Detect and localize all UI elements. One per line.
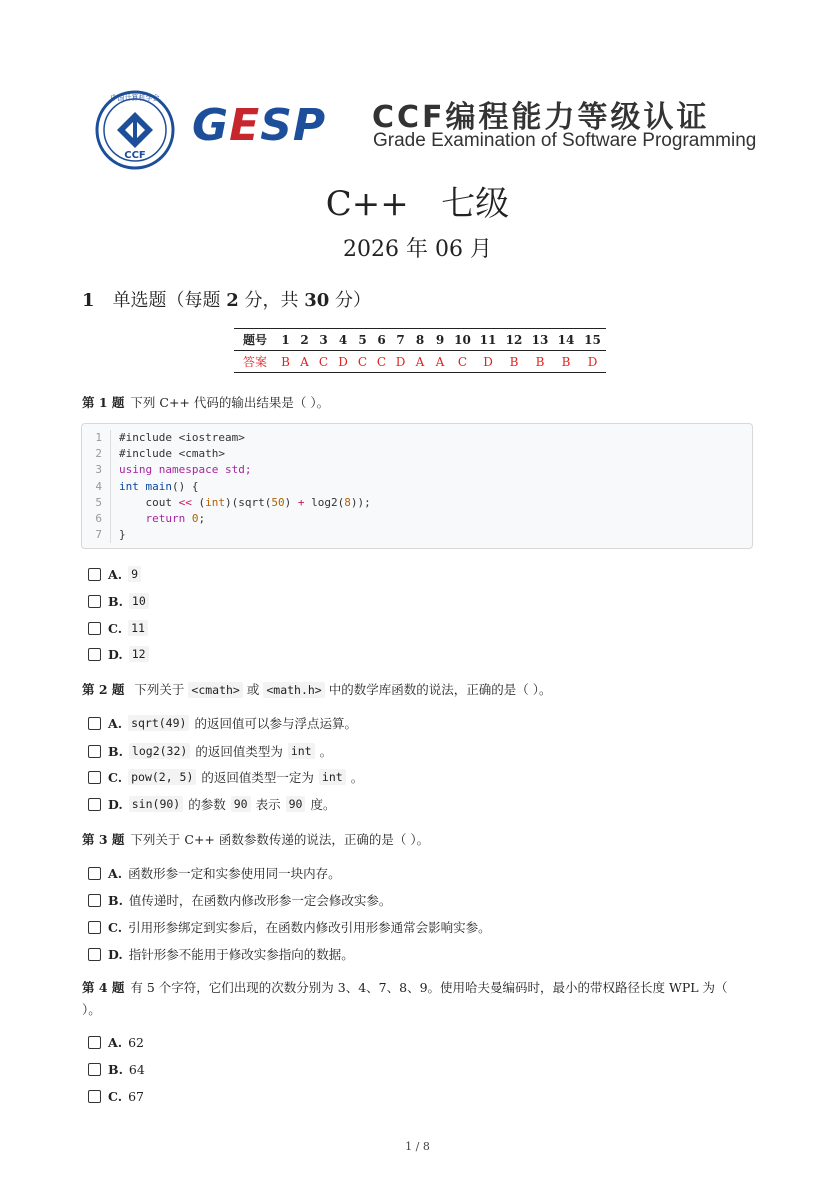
code-token: return: [145, 511, 186, 525]
section-text: 单选题（每题: [112, 290, 227, 311]
option-text: 64: [128, 1062, 145, 1077]
ccf-logo-bottom-text: CCF: [124, 150, 146, 161]
ccf-logo-top-text: 中国计算机学会: [110, 94, 160, 102]
answer-value: B: [276, 351, 295, 373]
code-token: main: [145, 479, 172, 493]
option-text: 表示: [255, 797, 281, 812]
answer-value: B: [527, 351, 553, 373]
doc-date: 2026 年 06 月: [343, 237, 492, 262]
option-letter: B.: [108, 892, 123, 908]
option-q4-0[interactable]: [88, 1035, 144, 1050]
checkbox-icon[interactable]: [88, 595, 101, 608]
option-letter: A.: [108, 715, 123, 731]
code-text: [111, 527, 126, 543]
option-letter: A.: [108, 1035, 123, 1050]
code-token: [185, 512, 192, 525]
answer-number: 3: [314, 329, 333, 351]
question-4: [82, 978, 728, 996]
inline-code: int: [288, 743, 315, 759]
answer-value: A: [430, 351, 450, 373]
answer-number: 10: [450, 329, 475, 351]
answer-value: C: [372, 351, 391, 373]
code-token: 50: [271, 495, 285, 509]
code-block: [81, 423, 753, 549]
code-text: [111, 446, 225, 462]
option-letter: C.: [108, 620, 123, 636]
code-token: #include <iostream>: [119, 431, 245, 444]
answer-value: A: [410, 351, 430, 373]
code-token: ;: [198, 511, 206, 525]
inline-code: int: [319, 769, 346, 785]
answer-number: 14: [553, 329, 579, 351]
gesp-g: G: [192, 100, 230, 151]
option-letter: A.: [108, 566, 123, 582]
code-line: [82, 495, 371, 511]
code-text: [111, 430, 245, 446]
checkbox-icon[interactable]: [88, 622, 101, 635]
option-q3-1[interactable]: [88, 891, 391, 909]
checkbox-icon[interactable]: [88, 771, 101, 784]
code-line: [82, 527, 371, 543]
question-label: 第 1 题: [82, 395, 125, 410]
section-points: 2: [226, 290, 239, 311]
code-token: ));: [350, 495, 371, 509]
cert-title: CCF编程能力等级认证: [372, 100, 710, 135]
option-q3-0[interactable]: [88, 864, 341, 882]
section-text: 分）: [329, 290, 372, 311]
option-q4-1[interactable]: [88, 1062, 145, 1077]
line-number: 5: [82, 495, 111, 511]
checkbox-icon[interactable]: [88, 648, 101, 661]
inline-code: pow(2, 5): [128, 769, 196, 785]
code-token: cout: [119, 495, 179, 509]
option-text: 67: [128, 1089, 144, 1104]
answer-value: C: [353, 351, 372, 373]
option-q2-1[interactable]: [88, 742, 337, 760]
gesp-sp: SP: [260, 100, 327, 151]
answer-number-row: [234, 329, 606, 351]
question-text: 下列关于 C++ 函数参数传递的说法，正确的是（ ）。: [130, 832, 430, 847]
option-letter: C.: [108, 1089, 123, 1104]
option-text: 。: [350, 770, 364, 785]
code-token: int: [205, 495, 225, 509]
section-text: 分，共: [238, 290, 305, 311]
option-text: 值传递时，在函数内修改形参一定会修改实参。: [128, 893, 392, 908]
answer-number: 15: [579, 329, 606, 351]
code-lines: [82, 430, 371, 543]
code-line: [82, 511, 371, 527]
inline-code: sin(90): [129, 796, 183, 812]
inline-code: <math.h>: [263, 682, 324, 698]
answer-number: 7: [391, 329, 410, 351]
code-text: [111, 479, 199, 495]
option-letter: D.: [108, 946, 123, 962]
answer-value: C: [314, 351, 333, 373]
line-number: 6: [82, 511, 111, 527]
option-q2-0[interactable]: [88, 714, 362, 732]
checkbox-icon[interactable]: [88, 745, 101, 758]
option-text: 的返回值类型为: [195, 744, 283, 759]
option-q3-2[interactable]: [88, 918, 491, 936]
section-title: [82, 286, 371, 312]
answer-number: 12: [501, 329, 527, 351]
option-value: 9: [128, 566, 141, 582]
code-token: int: [119, 479, 139, 493]
code-token: using namespace std;: [119, 463, 252, 477]
option-value: 12: [129, 646, 149, 662]
page-number: 1 / 8: [405, 1140, 430, 1153]
option-q1-2[interactable]: [88, 620, 148, 636]
inline-code: sqrt(49): [128, 715, 189, 731]
code-token: (: [191, 495, 206, 509]
answer-value: D: [333, 351, 353, 373]
checkbox-icon[interactable]: [88, 867, 101, 880]
option-letter: C.: [108, 769, 123, 785]
code-line: [82, 430, 371, 446]
option-letter: B.: [108, 593, 123, 609]
code-token: <<: [178, 495, 192, 509]
answer-table-answer-label: 答案: [234, 351, 276, 373]
checkbox-icon[interactable]: [88, 568, 101, 581]
inline-code: 90: [231, 796, 251, 812]
doc-title: C++ 七级: [325, 184, 510, 224]
gesp-logo: [192, 100, 326, 151]
option-value: 10: [129, 593, 149, 609]
answer-table: [234, 328, 606, 373]
question-label: 第 3 题: [82, 832, 125, 847]
inline-code: <cmath>: [188, 682, 242, 698]
code-line: [82, 446, 371, 462]
code-token: [119, 512, 146, 525]
checkbox-icon[interactable]: [88, 1090, 101, 1103]
answer-value: D: [475, 351, 501, 373]
option-value: 11: [128, 620, 148, 636]
section-number: 1: [82, 290, 95, 311]
gesp-e: E: [229, 100, 261, 151]
code-token: 0: [191, 511, 199, 525]
section-total: 30: [304, 290, 330, 311]
checkbox-icon[interactable]: [88, 894, 101, 907]
answer-number: 6: [372, 329, 391, 351]
option-letter: A.: [108, 865, 123, 881]
option-text: 。: [319, 744, 333, 759]
code-token: ): [284, 495, 298, 509]
answer-value: C: [450, 351, 475, 373]
question-3: [82, 830, 429, 848]
code-token: () {: [172, 479, 199, 493]
code-token: )(sqrt(: [224, 495, 272, 509]
code-text: [111, 462, 251, 478]
line-number: 3: [82, 462, 111, 478]
code-text: [111, 495, 371, 511]
option-text: 的返回值类型一定为: [201, 770, 314, 785]
code-text: [111, 511, 205, 527]
question-label: 第 4 题: [82, 980, 125, 995]
option-q2-2[interactable]: [88, 768, 368, 786]
option-text: 引用形参绑定到实参后，在函数内修改引用形参通常会影响实参。: [128, 920, 491, 935]
answer-number: 11: [475, 329, 501, 351]
checkbox-icon[interactable]: [88, 798, 101, 811]
option-text: 的返回值可以参与浮点运算。: [194, 716, 357, 731]
question-text: 或: [246, 682, 260, 697]
question-1: [82, 393, 329, 411]
code-token: [139, 480, 146, 493]
line-number: 4: [82, 479, 111, 495]
option-q1-3[interactable]: [88, 646, 149, 662]
answer-value: B: [553, 351, 579, 373]
question-text: 中的数学库函数的说法，正确的是（ ）。: [328, 682, 552, 697]
answer-value-row: [234, 351, 606, 373]
code-token: 8: [344, 495, 351, 509]
answer-number: 9: [430, 329, 450, 351]
checkbox-icon[interactable]: [88, 1063, 101, 1076]
line-number: 1: [82, 430, 111, 446]
answer-table-header-label: 题号: [234, 329, 276, 351]
option-q3-3[interactable]: [88, 945, 354, 963]
answer-number: 8: [410, 329, 430, 351]
question-text: 有 5 个字符，它们出现的次数分别为 3、4、7、8、9。使用哈夫曼编码时，最小的带权路径长度 WPL 为（: [130, 980, 728, 995]
answer-value: B: [501, 351, 527, 373]
option-text: 的参数: [188, 797, 226, 812]
option-letter: B.: [108, 1062, 123, 1077]
option-q1-1[interactable]: [88, 593, 149, 609]
question-2: [82, 680, 551, 698]
checkbox-icon[interactable]: [88, 921, 101, 934]
option-letter: B.: [108, 743, 123, 759]
answer-value: D: [391, 351, 410, 373]
line-number: 7: [82, 527, 111, 543]
answer-number: 5: [353, 329, 372, 351]
code-token: #include <cmath>: [119, 447, 225, 461]
option-q1-0[interactable]: [88, 566, 141, 582]
answer-number: 4: [333, 329, 353, 351]
line-number: 2: [82, 446, 111, 462]
option-text: 度。: [310, 797, 336, 812]
checkbox-icon[interactable]: [88, 717, 101, 730]
code-line: [82, 479, 371, 495]
code-token: }: [119, 528, 126, 542]
answer-number: 2: [295, 329, 314, 351]
answer-number: 1: [276, 329, 295, 351]
question-text: 下列关于: [134, 682, 185, 697]
option-q2-3[interactable]: [88, 795, 335, 813]
option-letter: D.: [108, 646, 123, 662]
option-q4-2[interactable]: [88, 1089, 144, 1104]
question-text: ）。: [82, 1002, 101, 1017]
code-token: log2(: [304, 495, 345, 509]
answer-number: 13: [527, 329, 553, 351]
option-text: 62: [128, 1035, 144, 1050]
question-label: 第 2 题: [82, 682, 125, 697]
question-4-cont: [82, 1000, 101, 1018]
checkbox-icon[interactable]: [88, 948, 101, 961]
option-letter: D.: [108, 796, 123, 812]
answer-value: A: [295, 351, 314, 373]
code-token: +: [297, 495, 305, 509]
cert-subtitle: Grade Examination of Software Programming: [373, 130, 757, 151]
inline-code: 90: [286, 796, 306, 812]
answer-value: D: [579, 351, 606, 373]
option-text: 指针形参不能用于修改实参指向的数据。: [128, 947, 354, 962]
code-line: [82, 462, 371, 478]
inline-code: log2(32): [129, 743, 190, 759]
option-letter: C.: [108, 919, 123, 935]
checkbox-icon[interactable]: [88, 1036, 101, 1049]
question-text: 下列 C++ 代码的输出结果是（ ）。: [130, 395, 330, 410]
option-text: 函数形参一定和实参使用同一块内存。: [128, 866, 341, 881]
